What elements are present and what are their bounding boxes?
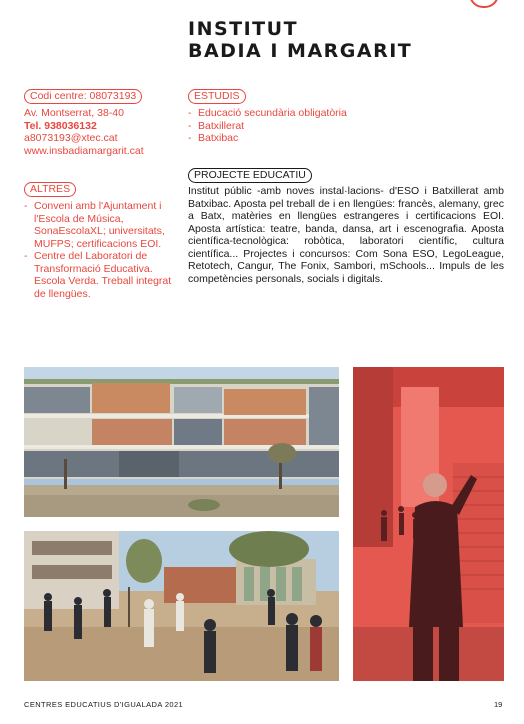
page-title (188, 18, 412, 62)
corner-decoration (469, 0, 499, 8)
project-description: Institut públic -amb noves instal·lacions- d'ESO i Batxillerat amb Batxibac. Aposta pel treball de i en llengües: francès, alemany, grec a Batx, matèries en llengües estrangeres i certificacions EOI. Aposta artística: teatre, banda, dansa, art i escenografia. Aposta científica-tecnològica: robòtica, laboratori científic, cultura científica... Projectes i concursos: Com Sona ESO, LegoLeague, Retotech, Cangur, The Fonix, Sambori, mSchools... Impuls de les competències personals, socials i digitals. (188, 185, 504, 285)
list-item: - Batxibac (188, 132, 388, 145)
phone-number[interactable]: Tel. 938036132 (24, 119, 97, 132)
others-list (24, 200, 172, 300)
title-line-2: BADIA I MARGARIT (188, 40, 413, 62)
others-label: ALTRES (24, 182, 76, 197)
list-item: - Centre del Laboratori de Transformació Educativa. Escola Verda. Treball integrat de llengües. (24, 250, 172, 300)
page-number: 19 (494, 700, 503, 709)
list-item: - Batxillerat (188, 120, 388, 133)
email-link[interactable]: a8073193@xtec.cat (24, 132, 118, 144)
list-item: - Educació secundària obligatòria (188, 107, 388, 120)
studies-list (188, 107, 388, 145)
school-building-photo (24, 367, 339, 517)
list-item: - Conveni amb l'Ajuntament i l'Escola de Música, SonaEscolaXL; universitats, MUFPS; certificacions EOI. (24, 200, 172, 250)
contact-info (24, 107, 144, 157)
footer-title: CENTRES EDUCATIUS D'IGUALADA 2021 (24, 700, 184, 709)
title-line-1: INSTITUT (188, 18, 299, 40)
studies-label: ESTUDIS (188, 89, 246, 104)
students-courtyard-photo (24, 531, 339, 681)
address: Av. Montserrat, 38-40 (24, 107, 124, 119)
project-label: PROJECTE EDUCATIU (188, 168, 312, 183)
corridor-teacher-photo (353, 367, 504, 681)
website-link[interactable]: www.insbadiamargarit.cat (24, 144, 144, 157)
school-code-label: Codi centre: 08073193 (24, 89, 142, 104)
